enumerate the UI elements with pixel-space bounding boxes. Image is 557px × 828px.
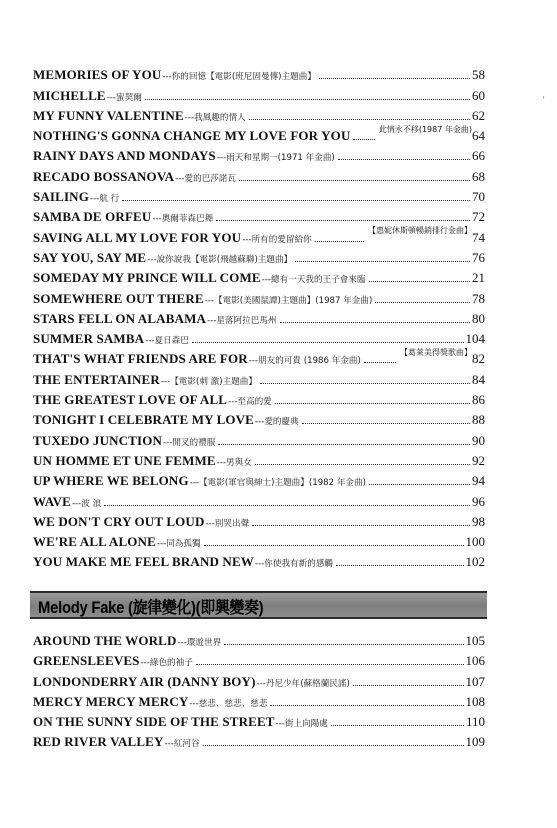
dot-leader <box>353 685 464 686</box>
song-subtitle: ---你的回憶【電影(班尼固曼傳)主題曲】 <box>162 72 316 83</box>
song-subtitle: ---蜜契爾 <box>106 92 142 103</box>
dot-leader <box>122 200 470 201</box>
song-title: LONDONDERRY AIR (DANNY BOY) <box>33 673 256 689</box>
song-subtitle: ---至高的愛 <box>228 397 272 408</box>
page-number: 105 <box>465 633 485 649</box>
song-title: SOMEWHERE OUT THERE <box>33 290 204 306</box>
page-number: 90 <box>472 432 485 448</box>
page-number: 88 <box>472 412 485 428</box>
page-number: 106 <box>465 653 485 669</box>
toc-entry[interactable] <box>33 710 485 730</box>
page-number: 82 <box>472 351 485 367</box>
toc-entry[interactable] <box>33 225 485 245</box>
dot-leader <box>260 383 470 384</box>
song-subtitle: ---閒叉的禮服 <box>163 437 216 448</box>
toc-entry[interactable] <box>33 530 485 550</box>
song-title: SAY YOU, SAY ME <box>33 249 147 265</box>
dot-leader <box>145 99 470 100</box>
dot-leader <box>192 342 464 343</box>
song-title: AROUND THE WORLD <box>33 633 177 649</box>
page-number: 92 <box>472 452 485 468</box>
song-subtitle: ---雨天和星期一(1971 年金曲) <box>216 153 335 164</box>
song-subtitle: ---奧爾菲森巴舞 <box>152 214 214 225</box>
toc-entry[interactable] <box>33 307 485 327</box>
toc-entry[interactable] <box>33 730 485 750</box>
song-title: TONIGHT I CELEBRATE MY LOVE <box>33 412 255 428</box>
toc-entry[interactable] <box>33 690 485 710</box>
toc-entry[interactable] <box>33 63 485 83</box>
toc-entry[interactable] <box>33 550 485 570</box>
dot-leader <box>249 119 470 120</box>
dot-leader <box>204 545 464 546</box>
song-subtitle: ---綠色的袖子 <box>140 658 193 669</box>
page-number: 21 <box>472 270 485 286</box>
song-subtitle: ---說你說我【電影(飛越蘇聯)主題曲】 <box>147 254 293 265</box>
toc-entry[interactable] <box>33 649 485 669</box>
section-banner-title: Melody Fake (旋律變化)(即興變奏) <box>38 599 264 617</box>
song-title: MEMORIES OF YOU <box>33 67 162 83</box>
song-title: SAILING <box>33 189 89 205</box>
dot-leader <box>104 505 470 506</box>
page-number: 62 <box>472 107 485 123</box>
toc-entry[interactable] <box>33 449 485 469</box>
page-number: 66 <box>472 148 485 164</box>
dot-leader <box>295 261 470 262</box>
toc-entry[interactable] <box>33 408 485 428</box>
song-subtitle: ---波 浪 <box>71 498 102 509</box>
dot-leader <box>302 423 470 424</box>
song-note: 【葛萊美得獎歌曲】 <box>400 348 472 358</box>
song-subtitle: ---【電影(刺 激)主題曲】 <box>160 376 257 387</box>
song-subtitle: ---愛的巴莎諾瓦 <box>175 173 237 184</box>
page-number: 78 <box>472 290 485 306</box>
page-number: 60 <box>472 87 485 103</box>
dot-leader <box>375 302 470 303</box>
toc-list-main <box>33 63 485 570</box>
song-title: SUMMER SAMBA <box>33 331 145 347</box>
song-title: SAMBA DE ORFEU <box>33 209 152 225</box>
page-number: 58 <box>472 67 485 83</box>
dot-leader <box>275 403 470 404</box>
song-note: 【惠妮休斯頓暢銷排行金曲】 <box>368 226 472 236</box>
toc-entry[interactable] <box>33 489 485 509</box>
song-title: WE DON'T CRY OUT LOUD <box>33 513 205 529</box>
toc-entry[interactable] <box>33 629 485 649</box>
page-number: 74 <box>472 229 485 245</box>
dot-leader <box>369 281 470 282</box>
song-subtitle: ---街上向陽處 <box>275 718 328 729</box>
dot-leader <box>196 664 464 665</box>
song-subtitle: ---航 行 <box>89 194 120 205</box>
song-subtitle: ---紅河谷 <box>164 739 200 750</box>
page-number: 72 <box>472 209 485 225</box>
song-subtitle: ---別哭出聲 <box>205 518 250 529</box>
page-number: 64 <box>472 128 485 144</box>
song-title: WAVE <box>33 493 71 509</box>
page-number: 104 <box>465 331 485 347</box>
dot-leader <box>280 322 471 323</box>
section-banner <box>30 591 487 619</box>
toc-entry[interactable] <box>33 124 485 144</box>
toc-entry[interactable] <box>33 367 485 387</box>
song-subtitle: ---慈悲、慈悲、慈悲 <box>189 698 268 709</box>
dot-leader <box>239 180 470 181</box>
dot-leader <box>252 525 470 526</box>
song-subtitle: ---朋友的可貴 (1986 年金曲) <box>248 356 361 367</box>
song-note: 此情永不移(1987 年金曲) <box>378 124 472 134</box>
song-subtitle: ---所有的愛留給你 <box>242 234 312 245</box>
dot-leader <box>203 745 464 746</box>
dot-leader <box>331 725 464 726</box>
song-title: THE GREATEST LOVE OF ALL <box>33 392 228 408</box>
song-title: THAT'S WHAT FRIENDS ARE FOR <box>33 351 248 367</box>
dot-leader <box>270 705 463 706</box>
page-number: 100 <box>465 534 485 550</box>
dot-leader <box>216 220 470 221</box>
song-title: ON THE SUNNY SIDE OF THE STREET <box>33 713 275 729</box>
dot-leader <box>364 362 396 363</box>
song-title: RAINY DAYS AND MONDAYS <box>33 148 216 164</box>
song-subtitle: ---夏日森巴 <box>145 336 189 347</box>
song-title: SOMEDAY MY PRINCE WILL COME <box>33 270 261 286</box>
page-number: 109 <box>465 734 485 750</box>
dot-leader <box>255 464 470 465</box>
page-number: 102 <box>465 554 485 570</box>
toc-entry[interactable] <box>33 327 485 347</box>
song-title: STARS FELL ON ALABAMA <box>33 310 207 326</box>
song-subtitle: ---我風趣的情人 <box>184 112 246 123</box>
toc-entry[interactable] <box>33 669 485 689</box>
song-title: WE'RE ALL ALONE <box>33 534 156 550</box>
toc-entry[interactable] <box>33 347 485 367</box>
page-number: 80 <box>472 310 485 326</box>
page-number: 108 <box>465 693 485 709</box>
song-title: SAVING ALL MY LOVE FOR YOU <box>33 229 242 245</box>
dot-leader <box>336 565 463 566</box>
song-title: MY FUNNY VALENTINE <box>33 107 184 123</box>
song-title: NOTHING'S GONNA CHANGE MY LOVE FOR YOU <box>33 128 351 144</box>
toc-entry[interactable] <box>33 246 485 266</box>
page-number: 107 <box>465 673 485 689</box>
song-title: RED RIVER VALLEY <box>33 734 164 750</box>
toc-entry[interactable] <box>33 144 485 164</box>
page-number: 98 <box>472 513 485 529</box>
toc-entry[interactable] <box>33 428 485 448</box>
dot-leader <box>369 484 470 485</box>
page-number: 110 <box>465 713 485 729</box>
dot-leader <box>224 644 463 645</box>
toc-entry[interactable] <box>33 286 485 306</box>
page-number: 86 <box>472 392 485 408</box>
page-number: 94 <box>472 473 485 489</box>
dot-leader <box>315 241 364 242</box>
page-number: 96 <box>472 493 485 509</box>
song-subtitle: ---男與女 <box>216 457 252 468</box>
dot-leader <box>218 444 470 445</box>
song-subtitle: ---【電影(軍官與紳士)主題曲】(1982 年金曲) <box>189 478 366 489</box>
song-subtitle: ---環遊世界 <box>177 638 222 649</box>
dot-leader <box>338 159 470 160</box>
toc-entry[interactable] <box>33 388 485 408</box>
page-number: 70 <box>472 189 485 205</box>
song-title: TUXEDO JUNCTION <box>33 432 163 448</box>
song-subtitle: ---【電影(美國鼠譚)主題曲】(1987 年金曲) <box>204 295 373 306</box>
toc-entry[interactable] <box>33 185 485 205</box>
song-title: MERCY MERCY MERCY <box>33 693 189 709</box>
song-title: RECADO BOSSANOVA <box>33 168 175 184</box>
toc-entry[interactable] <box>33 510 485 530</box>
song-title: THE ENTERTAINER <box>33 371 160 387</box>
dot-leader <box>353 139 374 140</box>
dot-leader <box>319 78 470 79</box>
toc-entry[interactable] <box>33 205 485 225</box>
page-number: 76 <box>472 249 485 265</box>
song-subtitle: ---同為孤獨 <box>156 539 201 550</box>
song-subtitle: ---丹尼少年(蘇格蘭民謠) <box>256 678 350 689</box>
song-subtitle: ---總有一天我的王子會來臨 <box>261 275 366 286</box>
song-title: YOU MAKE ME FEEL BRAND NEW <box>33 554 254 570</box>
song-subtitle: ---你使我有新的感觸 <box>254 559 334 570</box>
margin-mark: ' <box>543 95 545 104</box>
song-subtitle: ---星落阿拉巴馬州 <box>207 315 277 326</box>
song-title: GREENSLEEVES <box>33 653 140 669</box>
song-subtitle: ---愛的慶典 <box>255 417 299 428</box>
toc-entry[interactable] <box>33 104 485 124</box>
toc-entry[interactable] <box>33 266 485 286</box>
toc-entry[interactable] <box>33 164 485 184</box>
song-title: UP WHERE WE BELONG <box>33 473 189 489</box>
song-title: MICHELLE <box>33 87 106 103</box>
page-number: 84 <box>472 371 485 387</box>
toc-entry[interactable] <box>33 469 485 489</box>
toc-list-melody-fake <box>33 629 485 750</box>
song-title: UN HOMME ET UNE FEMME <box>33 452 216 468</box>
page-number: 68 <box>472 168 485 184</box>
toc-entry[interactable] <box>33 83 485 103</box>
